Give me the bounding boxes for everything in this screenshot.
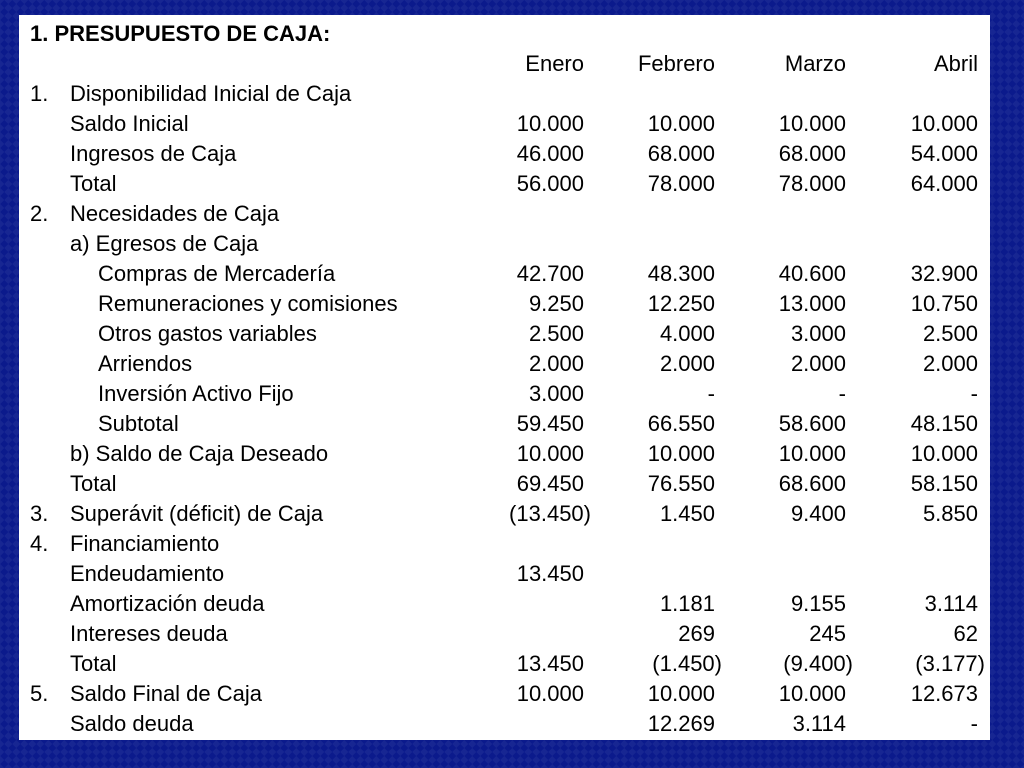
cell-value: 13.450 xyxy=(516,651,584,676)
cell-value: 40.600 xyxy=(778,261,846,286)
cell-value: 32.900 xyxy=(910,261,978,286)
cell-value: 10.000 xyxy=(516,111,584,136)
table-row xyxy=(19,589,990,619)
table-row xyxy=(19,529,990,559)
cell-value: 245 xyxy=(809,621,846,646)
table-row xyxy=(19,289,990,319)
table-row xyxy=(19,109,990,139)
cell-value: 54.000 xyxy=(910,141,978,166)
cell-value: 269 xyxy=(678,621,715,646)
cell-value: 13.000 xyxy=(778,291,846,316)
cell-value: 76.550 xyxy=(647,471,715,496)
table-row xyxy=(19,409,990,439)
cell-value: 10.000 xyxy=(910,441,978,466)
table-row xyxy=(19,679,990,709)
month-header-abril: Abril xyxy=(933,51,978,76)
cell-value: 3.114 xyxy=(924,591,978,616)
cell-value: - xyxy=(707,381,715,406)
cell-value: 2.000 xyxy=(528,351,584,376)
cell-value: 3.000 xyxy=(790,321,846,346)
table-row xyxy=(19,319,990,349)
row-label: Arriendos xyxy=(98,351,193,376)
cell-value: 12.673 xyxy=(910,681,978,706)
row-label: Ingresos de Caja xyxy=(70,141,237,166)
table-row xyxy=(19,79,990,109)
cell-value: 10.000 xyxy=(778,111,846,136)
table-row xyxy=(19,139,990,169)
month-header-febrero: Febrero xyxy=(637,51,715,76)
row-label: Saldo Inicial xyxy=(70,111,189,136)
cell-value: 68.000 xyxy=(778,141,846,166)
cell-value: - xyxy=(838,381,846,406)
cell-value: 10.000 xyxy=(516,681,584,706)
budget-sheet xyxy=(19,15,990,740)
cell-value: 42.700 xyxy=(516,261,584,286)
table-row xyxy=(19,709,990,739)
month-header-enero: Enero xyxy=(525,51,584,76)
row-number: 3. xyxy=(30,501,49,526)
cell-value: 9.400 xyxy=(790,501,846,526)
table-row xyxy=(19,349,990,379)
row-label: Necesidades de Caja xyxy=(70,201,280,226)
cell-value: 1.181 xyxy=(659,591,715,616)
table-row xyxy=(19,619,990,649)
row-label: Financiamiento xyxy=(70,531,220,556)
table-row xyxy=(19,229,990,259)
cell-value: 2.500 xyxy=(922,321,978,346)
row-label: Total xyxy=(70,171,117,196)
table-row xyxy=(19,469,990,499)
cell-value: 56.000 xyxy=(516,171,584,196)
sheet-title: 1. PRESUPUESTO DE CAJA: xyxy=(30,21,331,46)
cell-value: 58.150 xyxy=(910,471,978,496)
cell-value: 10.000 xyxy=(647,441,715,466)
cell-value: 69.450 xyxy=(516,471,584,496)
row-number: 4. xyxy=(30,531,49,556)
row-label: a) Egresos de Caja xyxy=(70,231,259,256)
cell-value: 78.000 xyxy=(647,171,715,196)
cell-value: - xyxy=(970,711,978,736)
row-label: Otros gastos variables xyxy=(98,321,317,346)
cell-value: 48.150 xyxy=(910,411,978,436)
row-label: Total xyxy=(70,471,117,496)
cell-value: 64.000 xyxy=(910,171,978,196)
cell-value: 46.000 xyxy=(516,141,584,166)
cell-value: (3.177) xyxy=(915,651,985,676)
cell-value: 2.000 xyxy=(922,351,978,376)
cell-value: 78.000 xyxy=(778,171,846,196)
cell-value: 59.450 xyxy=(516,411,584,436)
row-label: Subtotal xyxy=(98,411,179,436)
table-row xyxy=(19,169,990,199)
cell-value: 4.000 xyxy=(659,321,715,346)
row-number: 1. xyxy=(30,81,49,106)
row-label: Total xyxy=(70,651,117,676)
cell-value: 48.300 xyxy=(647,261,715,286)
table-row xyxy=(19,559,990,589)
month-header-row xyxy=(19,49,990,79)
cell-value: (1.450) xyxy=(652,651,722,676)
table-row xyxy=(19,259,990,289)
table-row xyxy=(19,499,990,529)
cell-value: (9.400) xyxy=(783,651,853,676)
row-number: 2. xyxy=(30,201,49,226)
sheet-title-row xyxy=(19,19,990,49)
row-label: Inversión Activo Fijo xyxy=(98,381,294,406)
row-label: Saldo Final de Caja xyxy=(70,681,263,706)
row-label: Disponibilidad Inicial de Caja xyxy=(70,81,352,106)
cell-value: 62 xyxy=(953,621,978,646)
cell-value: 10.000 xyxy=(778,681,846,706)
cell-value: 10.000 xyxy=(647,681,715,706)
cell-value: 68.000 xyxy=(647,141,715,166)
cell-value: 2.500 xyxy=(528,321,584,346)
table-row xyxy=(19,439,990,469)
cell-value: 13.450 xyxy=(516,561,584,586)
row-label: Compras de Mercadería xyxy=(98,261,336,286)
table-row xyxy=(19,199,990,229)
cell-value: 12.250 xyxy=(647,291,715,316)
cell-value: 10.000 xyxy=(910,111,978,136)
cell-value: 3.000 xyxy=(528,381,584,406)
cell-value: 10.000 xyxy=(647,111,715,136)
cell-value: - xyxy=(970,381,978,406)
row-label: Superávit (déficit) de Caja xyxy=(70,501,324,526)
cell-value: 58.600 xyxy=(778,411,846,436)
cell-value: 2.000 xyxy=(790,351,846,376)
cell-value: 9.155 xyxy=(790,591,846,616)
cell-value: 10.000 xyxy=(516,441,584,466)
cell-value: 1.450 xyxy=(659,501,715,526)
cell-value: 5.850 xyxy=(922,501,978,526)
cell-value: 66.550 xyxy=(647,411,715,436)
cell-value: 2.000 xyxy=(659,351,715,376)
cell-value: 3.114 xyxy=(792,711,846,736)
row-label: Saldo deuda xyxy=(70,711,194,736)
cell-value: 68.600 xyxy=(778,471,846,496)
row-label: Amortización deuda xyxy=(70,591,265,616)
row-label: b) Saldo de Caja Deseado xyxy=(70,441,329,466)
row-number: 5. xyxy=(30,681,49,706)
row-label: Intereses deuda xyxy=(70,621,228,646)
cell-value: 10.000 xyxy=(778,441,846,466)
cell-value: 9.250 xyxy=(528,291,584,316)
cell-value: (13.450) xyxy=(509,501,591,526)
table-row xyxy=(19,649,990,679)
row-label: Endeudamiento xyxy=(70,561,225,586)
row-label: Remuneraciones y comisiones xyxy=(98,291,398,316)
month-header-marzo: Marzo xyxy=(784,51,846,76)
cell-value: 10.750 xyxy=(910,291,978,316)
table-row xyxy=(19,379,990,409)
cell-value: 12.269 xyxy=(647,711,715,736)
